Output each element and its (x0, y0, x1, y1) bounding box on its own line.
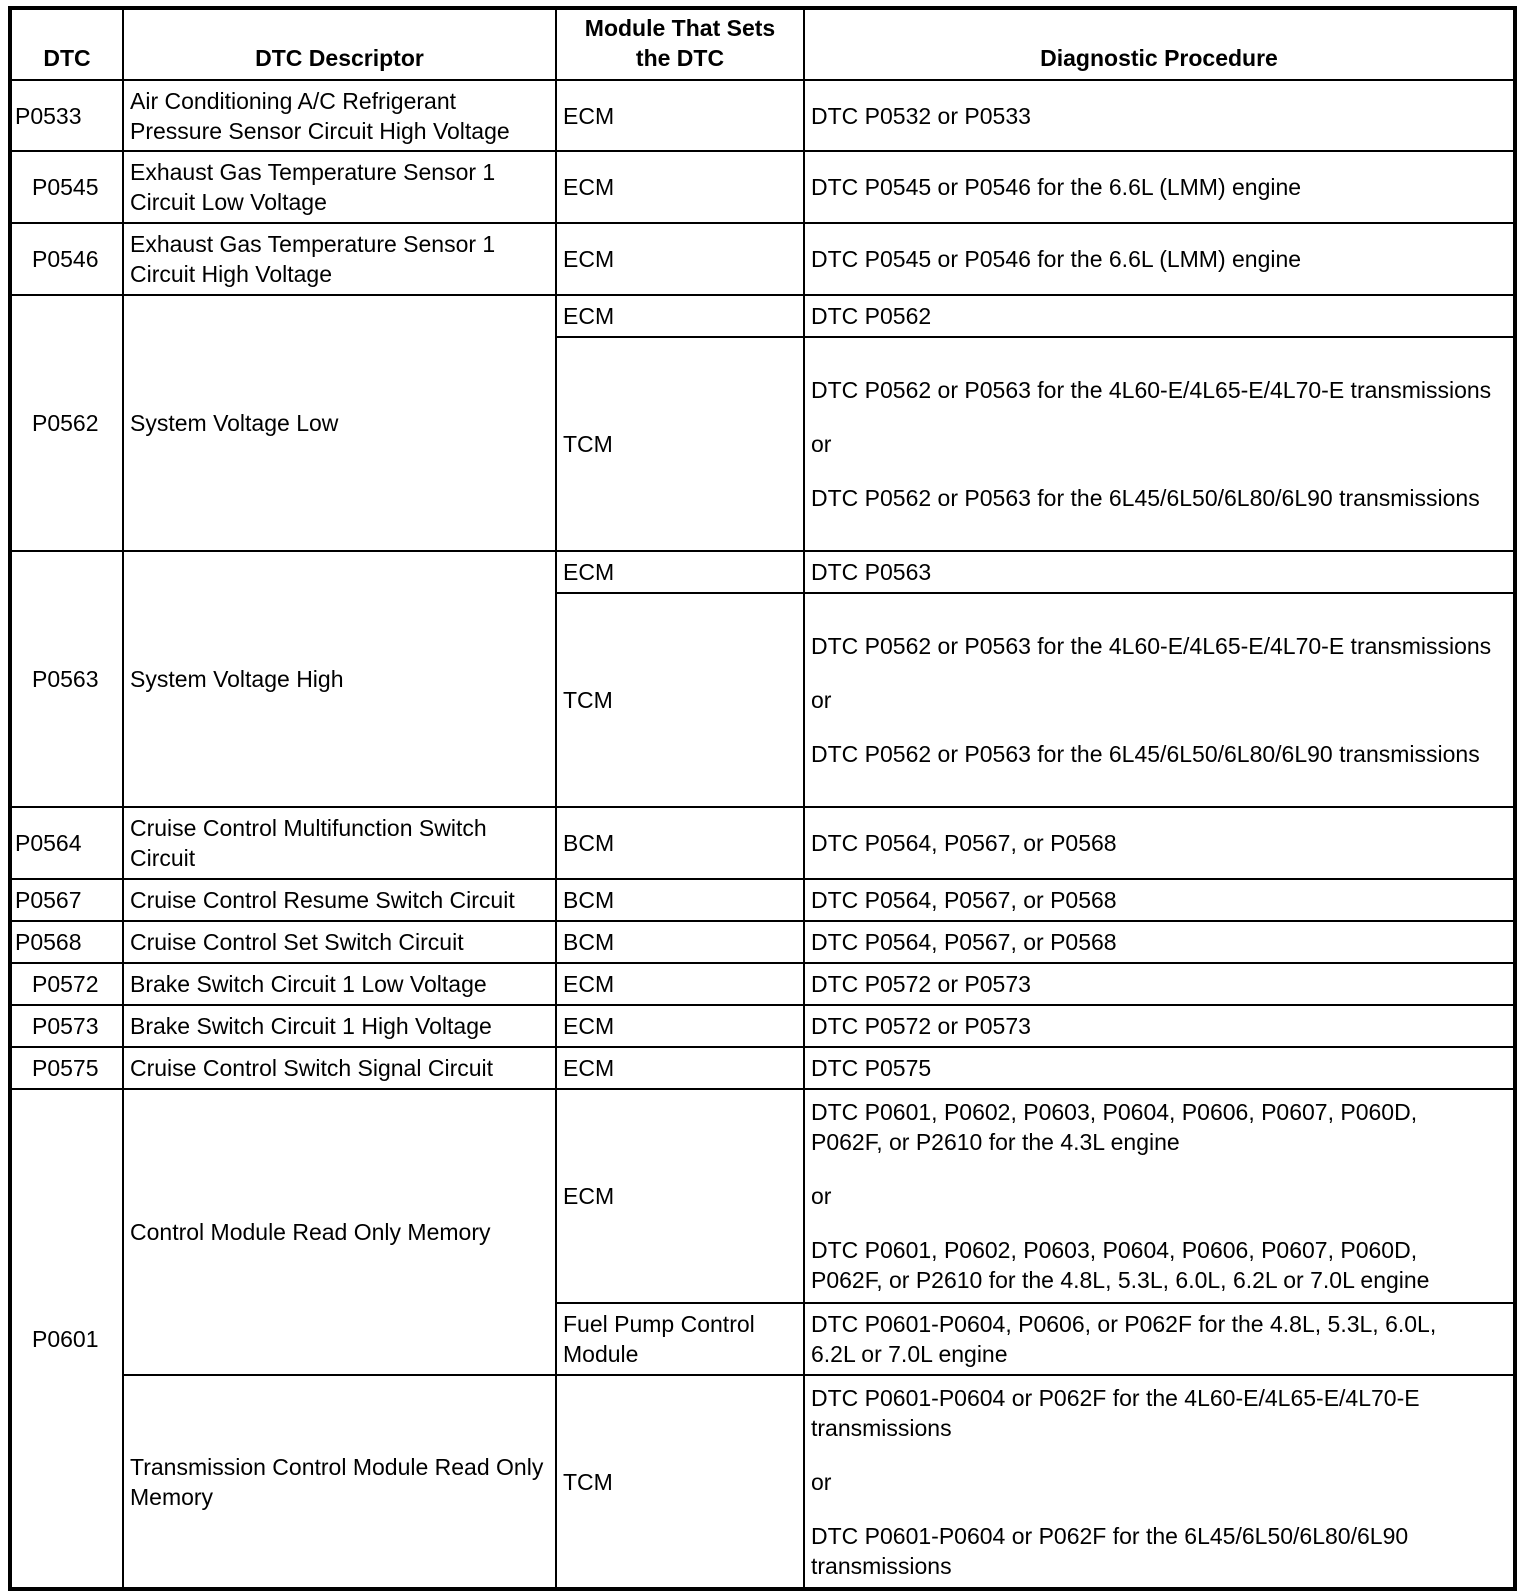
dtc-descriptor: Exhaust Gas Temperature Sensor 1 Circuit High Voltage (123, 223, 556, 295)
setting-module: ECM (556, 1089, 804, 1303)
procedure-line: DTC P0562 or P0563 for the 6L45/6L50/6L80/6L90 transmissions (811, 485, 1480, 511)
dtc-descriptor: Cruise Control Switch Signal Circuit (123, 1047, 556, 1089)
procedure-line-part: DTC P0601, P0602, P0603, P0604, P0606, P0607, P060D, (811, 1099, 1418, 1125)
header-module-line2: the DTC (635, 45, 725, 71)
diagnostic-procedure: DTC P0572 or P0573 (804, 1005, 1515, 1047)
diagnostic-procedure (804, 1089, 1515, 1303)
table-row (10, 80, 1515, 151)
table-row (10, 223, 1515, 295)
table-row (10, 151, 1515, 223)
procedure-line-part: DTC P0601-P0604, P0606, or P062F for the 4.8L, 5.3L, 6.0L, (811, 1311, 1437, 1337)
diagnostic-procedure (804, 1375, 1515, 1589)
dtc-code: P0567 (10, 879, 123, 921)
setting-module: TCM (556, 1375, 804, 1589)
dtc-code: P0568 (10, 921, 123, 963)
procedure-line-part: 6.2L or 7.0L engine (811, 1341, 1008, 1367)
header-dtc: DTC (10, 8, 123, 80)
dtc-descriptor: Cruise Control Set Switch Circuit (123, 921, 556, 963)
header-module (556, 8, 804, 80)
table-row (10, 1047, 1515, 1089)
table-row (10, 551, 1515, 593)
procedure-line (811, 1097, 1507, 1157)
setting-module: ECM (556, 295, 804, 337)
dtc-code: P0545 (10, 151, 123, 223)
procedure-or: or (811, 687, 832, 713)
diagnostic-procedure (804, 337, 1515, 551)
header-procedure: Diagnostic Procedure (804, 8, 1515, 80)
procedure-or: or (811, 1468, 832, 1495)
diagnostic-procedure: DTC P0532 or P0533 (804, 80, 1515, 151)
dtc-code: P0533 (10, 80, 123, 151)
dtc-descriptor: Exhaust Gas Temperature Sensor 1 Circuit Low Voltage (123, 151, 556, 223)
procedure-line (811, 1235, 1507, 1295)
setting-module: BCM (556, 807, 804, 879)
procedure-line: DTC P0562 or P0563 for the 4L60-E/4L65-E/4L70-E transmissions (811, 377, 1492, 403)
procedure-line: DTC P0601-P0604 or P062F for the 4L60-E/4L65-E/4L70-E transmissions (811, 1384, 1420, 1441)
table-row (10, 807, 1515, 879)
dtc-descriptor: Transmission Control Module Read Only Memory (123, 1375, 556, 1589)
dtc-descriptor: Brake Switch Circuit 1 High Voltage (123, 1005, 556, 1047)
dtc-table (8, 6, 1517, 1591)
header-descriptor: DTC Descriptor (123, 8, 556, 80)
table-row (10, 879, 1515, 921)
procedure-or: or (811, 431, 832, 457)
table-row (10, 921, 1515, 963)
dtc-code: P0562 (10, 295, 123, 551)
setting-module: ECM (556, 1005, 804, 1047)
dtc-code: P0573 (10, 1005, 123, 1047)
dtc-code: P0572 (10, 963, 123, 1005)
diagnostic-procedure: DTC P0572 or P0573 (804, 963, 1515, 1005)
setting-module: TCM (556, 593, 804, 807)
procedure-line-part: P062F, or P2610 for the 4.8L, 5.3L, 6.0L, 6.2L or 7.0L engine (811, 1267, 1430, 1293)
header-module-line1: Module That Sets (584, 15, 776, 41)
procedure-line: DTC P0601-P0604 or P062F for the 6L45/6L50/6L80/6L90 transmissions (811, 1522, 1409, 1579)
dtc-code: P0575 (10, 1047, 123, 1089)
table-row (10, 1089, 1515, 1303)
diagnostic-procedure: DTC P0564, P0567, or P0568 (804, 807, 1515, 879)
dtc-descriptor: Air Conditioning A/C Refrigerant Pressure Sensor Circuit High Voltage (123, 80, 556, 151)
setting-module: ECM (556, 80, 804, 151)
procedure-line: DTC P0562 or P0563 for the 6L45/6L50/6L80/6L90 transmissions (811, 741, 1480, 767)
diagnostic-procedure (804, 593, 1515, 807)
dtc-code: P0564 (10, 807, 123, 879)
dtc-code: P0563 (10, 551, 123, 807)
table-row (10, 963, 1515, 1005)
dtc-descriptor: Cruise Control Multifunction Switch Circuit (123, 807, 556, 879)
setting-module: BCM (556, 879, 804, 921)
table-row (10, 1005, 1515, 1047)
setting-module: ECM (556, 223, 804, 295)
diagnostic-procedure: DTC P0563 (804, 551, 1515, 593)
table-row (10, 1375, 1515, 1589)
dtc-code: P0546 (10, 223, 123, 295)
dtc-descriptor: Cruise Control Resume Switch Circuit (123, 879, 556, 921)
diagnostic-procedure: DTC P0564, P0567, or P0568 (804, 921, 1515, 963)
procedure-line (811, 1309, 1507, 1369)
procedure-line-part: DTC P0601, P0602, P0603, P0604, P0606, P0607, P060D, (811, 1237, 1418, 1263)
diagnostic-procedure: DTC P0575 (804, 1047, 1515, 1089)
dtc-descriptor: Control Module Read Only Memory (123, 1089, 556, 1375)
dtc-descriptor: System Voltage Low (123, 295, 556, 551)
diagnostic-procedure (804, 1303, 1515, 1375)
table-row (10, 295, 1515, 337)
setting-module: ECM (556, 551, 804, 593)
diagnostic-procedure: DTC P0564, P0567, or P0568 (804, 879, 1515, 921)
setting-module: ECM (556, 963, 804, 1005)
diagnostic-procedure: DTC P0545 or P0546 for the 6.6L (LMM) engine (804, 223, 1515, 295)
dtc-descriptor: System Voltage High (123, 551, 556, 807)
setting-module: TCM (556, 337, 804, 551)
setting-module: Fuel Pump Control Module (556, 1303, 804, 1375)
header-row (10, 8, 1515, 80)
dtc-code: P0601 (10, 1089, 123, 1589)
procedure-line-part: P062F, or P2610 for the 4.3L engine (811, 1129, 1180, 1155)
setting-module: ECM (556, 151, 804, 223)
setting-module: BCM (556, 921, 804, 963)
diagnostic-procedure: DTC P0545 or P0546 for the 6.6L (LMM) engine (804, 151, 1515, 223)
setting-module: ECM (556, 1047, 804, 1089)
dtc-descriptor: Brake Switch Circuit 1 Low Voltage (123, 963, 556, 1005)
diagnostic-procedure: DTC P0562 (804, 295, 1515, 337)
procedure-or: or (811, 1183, 832, 1209)
procedure-line: DTC P0562 or P0563 for the 4L60-E/4L65-E/4L70-E transmissions (811, 633, 1492, 659)
